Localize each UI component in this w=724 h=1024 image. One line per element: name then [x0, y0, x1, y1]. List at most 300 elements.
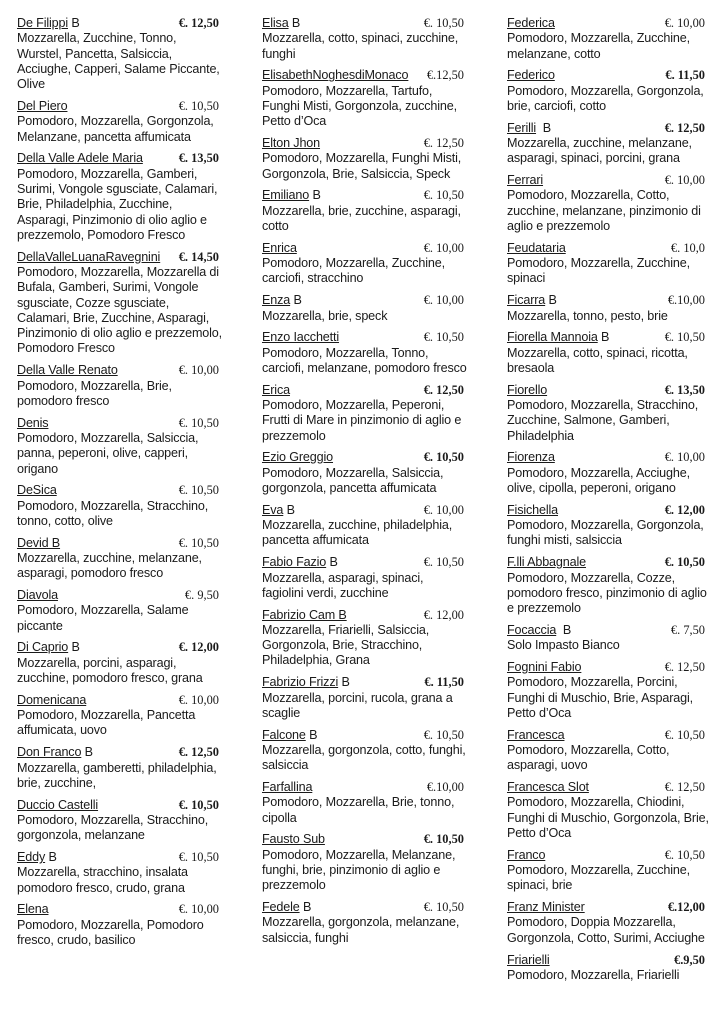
pizza-name: Della Valle Renato [17, 363, 118, 378]
menu-item-header [507, 68, 709, 83]
pizza-ingredients: Pomodoro, Mozzarella, Salsiccia, gorgonzola, pancetta affumicata [262, 465, 444, 496]
menu-item [507, 330, 709, 376]
pizza-price: €. 10,50 [423, 450, 464, 465]
pizza-ingredients: Pomodoro, Mozzarella, Salame piccante [17, 603, 189, 633]
pizza-name-wrap [507, 121, 551, 136]
pizza-name-wrap [17, 416, 48, 431]
menu-item-header [17, 745, 223, 760]
pizza-ingredients: Pomodoro, Mozzarella, Pomodoro fresco, crudo, basilico [17, 917, 204, 948]
pizza-ingredients: Pomodoro, Mozzarella, Stracchino, tonno, cotto, olive [17, 498, 209, 528]
menu-item-header [17, 798, 223, 813]
pizza-name-wrap [507, 173, 543, 188]
menu-item [262, 728, 468, 774]
pizza-ingredients: Pomodoro, Mozzarella, Gorgonzola, brie, carciofi, cotto [507, 83, 704, 113]
pizza-ingredients: Pomodoro, Mozzarella, Zucchine, spinaci [507, 256, 690, 286]
menu-column-1 [17, 16, 223, 955]
pizza-price: €. 10,50 [664, 847, 705, 862]
menu-item [507, 900, 709, 946]
menu-item-header [507, 173, 709, 188]
menu-item-header [507, 953, 709, 968]
pizza-name-wrap [17, 902, 48, 917]
pizza-name: Eva [262, 502, 284, 517]
pizza-name-wrap [17, 693, 86, 708]
pizza-name-wrap [17, 745, 93, 760]
pizza-price: €. 13,50 [178, 151, 219, 166]
menu-item-header [262, 330, 468, 345]
menu-item-header [507, 660, 709, 675]
pizza-name: Fedele [262, 900, 300, 915]
menu-item-header [507, 555, 709, 570]
pizza-ingredients: Pomodoro, Mozzarella, Zucchine, melanzane, cotto [507, 31, 690, 61]
menu-item [507, 555, 709, 616]
pizza-name-wrap [507, 660, 581, 675]
pizza-name: Ferrari [507, 173, 544, 188]
pizza-name-wrap [507, 900, 585, 915]
pizza-name: Fabrizio Cam B [262, 607, 347, 622]
menu-item-header [17, 250, 223, 265]
menu-item [17, 250, 223, 357]
menu-item-header [17, 640, 223, 655]
pizza-price: €. 14,50 [178, 249, 219, 264]
pizza-name: Federica [507, 16, 555, 30]
pizza-price: €. 12,00 [423, 607, 464, 622]
menu-column-2 [262, 16, 468, 953]
menu-item [507, 503, 709, 549]
menu-item [262, 383, 468, 444]
pizza-suffix: B [545, 293, 557, 308]
pizza-ingredients: Mozzarella, asparagi, spinaci, fagiolini verdi, zucchine [262, 570, 424, 600]
pizza-name-wrap [17, 151, 143, 166]
menu-item [262, 555, 468, 601]
pizza-price: €. 10,50 [423, 832, 464, 847]
pizza-price: €. 10,50 [423, 555, 464, 570]
pizza-name-wrap [262, 900, 311, 915]
pizza-name: Fausto Sub [262, 832, 325, 847]
pizza-name: Denis [17, 415, 49, 430]
pizza-price: €. 10,50 [178, 98, 219, 113]
pizza-price: €. 10,50 [423, 727, 464, 742]
pizza-name: Duccio Castelli [17, 797, 99, 812]
pizza-price: €. 10,50 [664, 727, 705, 742]
pizza-price: €. 10,00 [664, 450, 705, 465]
pizza-suffix: B [326, 555, 338, 570]
pizza-price: €. 10,0 [670, 240, 705, 255]
menu-item-header [17, 902, 223, 917]
pizza-price: €. 10,50 [423, 16, 464, 30]
menu-item [262, 900, 468, 946]
menu-item-header [262, 188, 468, 203]
menu-item [17, 693, 223, 739]
menu-item-header [507, 383, 709, 398]
pizza-suffix: B [45, 850, 57, 865]
pizza-name-wrap [262, 188, 321, 203]
menu-item [507, 780, 709, 841]
pizza-price: €. 12,50 [423, 382, 464, 397]
menu-item-header [507, 780, 709, 795]
pizza-suffix: B [556, 622, 572, 637]
pizza-price: €. 7,50 [670, 622, 705, 637]
pizza-price: €. 10,50 [423, 330, 464, 345]
pizza-name-wrap [262, 16, 300, 31]
pizza-suffix: B [288, 16, 301, 30]
menu-item [507, 68, 709, 114]
pizza-name: Ferilli [507, 120, 537, 135]
menu-item [507, 848, 709, 894]
menu-item-header [17, 416, 223, 431]
pizza-name-wrap [262, 330, 339, 345]
pizza-price: €. 10,00 [423, 502, 464, 517]
menu-item-header [507, 16, 709, 31]
pizza-ingredients: Mozzarella, Friarielli, Salsiccia, Gorgonzola, Brie, Stracchino, Philadelphia, Grana [262, 622, 430, 668]
menu-item [17, 416, 223, 477]
menu-item [262, 241, 468, 287]
pizza-ingredients: Mozzarella, brie, speck [262, 308, 388, 323]
pizza-price: €. 12,50 [664, 780, 705, 795]
pizza-price: €. 12,50 [664, 659, 705, 674]
menu-item [262, 16, 468, 62]
menu-item [17, 483, 223, 529]
menu-item-header [262, 900, 468, 915]
pizza-price: €. 9,50 [184, 588, 219, 603]
pizza-ingredients: Pomodoro, Doppia Mozzarella, Gorgonzola, Cotto, Surimi, Acciughe [507, 915, 705, 945]
pizza-price: €. 11,50 [665, 68, 705, 83]
menu-item-header [507, 241, 709, 256]
pizza-price: €.10,00 [667, 293, 705, 308]
pizza-name: DellaValleLuanaRavegnini [17, 249, 161, 264]
menu-item-header [262, 675, 468, 690]
pizza-price: €. 11,50 [424, 675, 464, 690]
pizza-price: €. 10,50 [178, 483, 219, 498]
pizza-name: De Filippi [17, 16, 68, 30]
pizza-ingredients: Mozzarella, cotto, spinaci, zucchine, funghi [262, 31, 459, 61]
pizza-name-wrap [262, 241, 297, 256]
menu-item [17, 640, 223, 686]
pizza-ingredients: Mozzarella, zucchine, melanzane, asparagi, spinaci, porcini, grana [507, 136, 692, 166]
pizza-ingredients: Mozzarella, Zucchine, Tonno, Wurstel, Pancetta, Salsiccia, Acciughe, Capperi, Salame Piccante, Olive [17, 31, 220, 92]
pizza-price: €. 10,50 [664, 555, 705, 570]
menu-item-header [262, 293, 468, 308]
menu-item [17, 745, 223, 791]
pizza-name-wrap [262, 555, 338, 570]
pizza-name-wrap [507, 780, 589, 795]
menu-item-header [507, 623, 709, 638]
pizza-name: Francesca [507, 727, 565, 742]
pizza-name-wrap [507, 330, 609, 345]
menu-item [262, 136, 468, 182]
pizza-ingredients: Pomodoro, Mozzarella, Brie, tonno, cipolla [262, 795, 455, 825]
pizza-name: Della Valle Adele Maria [17, 151, 143, 166]
pizza-name: Don Franco [17, 745, 82, 760]
pizza-name-wrap [262, 383, 290, 398]
pizza-name-wrap [262, 293, 302, 308]
pizza-name: Elton Jhon [262, 136, 321, 151]
pizza-suffix: B [536, 120, 551, 135]
menu-item-header [507, 503, 709, 518]
pizza-ingredients: Pomodoro, Mozzarella, Acciughe, olive, cipolla, peperoni, origano [507, 465, 690, 496]
menu-item [17, 363, 223, 409]
pizza-name: Fabio Fazio [262, 555, 327, 570]
pizza-name-wrap [17, 363, 118, 378]
pizza-ingredients: Pomodoro, Mozzarella, Friarielli [507, 967, 680, 982]
pizza-name: F.lli Abbagnale [507, 555, 586, 570]
pizza-ingredients: Mozzarella, gorgonzola, cotto, funghi, salsiccia [262, 742, 466, 773]
pizza-price: €. 10,50 [178, 535, 219, 550]
menu-item [507, 173, 709, 234]
pizza-name: Farfallina [262, 780, 313, 795]
pizza-suffix: B [305, 727, 318, 742]
menu-item [17, 850, 223, 896]
menu-item [262, 293, 468, 324]
pizza-price: €. 13,50 [664, 382, 705, 397]
pizza-price: €. 10,50 [423, 900, 464, 915]
pizza-ingredients: Pomodoro, Mozzarella, Stracchino, gorgonzola, melanzane [17, 812, 209, 843]
pizza-ingredients: Pomodoro, Mozzarella, Gorgonzola, funghi misti, salsiccia [507, 518, 704, 548]
menu-item [507, 623, 709, 654]
pizza-ingredients: Pomodoro, Mozzarella, Zucchine, spinaci, brie [507, 863, 690, 893]
menu-item-header [507, 450, 709, 465]
menu-item-header [262, 780, 468, 795]
pizza-name: ElisabethNoghesdiMonaco [262, 68, 409, 83]
pizza-name: Falcone [262, 727, 306, 742]
menu-item [507, 241, 709, 287]
pizza-ingredients: Mozzarella, stracchino, insalata pomodoro fresco, crudo, grana [17, 865, 188, 895]
menu-item [262, 608, 468, 669]
menu-item-header [17, 483, 223, 498]
pizza-suffix: B [597, 330, 610, 345]
pizza-name-wrap [17, 250, 160, 265]
pizza-price: €. 10,00 [664, 16, 705, 30]
menu-item [17, 99, 223, 145]
menu-item-header [262, 68, 468, 83]
pizza-name: Devid B [17, 535, 61, 550]
pizza-name-wrap [17, 588, 58, 603]
pizza-price: €. 10,00 [423, 293, 464, 308]
pizza-price: €. 10,00 [664, 173, 705, 188]
pizza-name: Di Caprio [17, 640, 69, 655]
menu-item-header [262, 450, 468, 465]
menu-item-header [17, 99, 223, 114]
pizza-ingredients: Mozzarella, brie, zucchine, asparagi, cotto [262, 203, 461, 234]
pizza-ingredients: Pomodoro, Mozzarella, Gorgonzola, Melanzane, pancetta affumicata [17, 114, 214, 144]
pizza-suffix: B [309, 188, 321, 203]
pizza-name: Del Piero [17, 98, 68, 113]
pizza-ingredients: Pomodoro, Mozzarella, Cozze, pomodoro fresco, pinzimonio di aglio e prezzemolo [507, 570, 707, 616]
pizza-suffix: B [338, 675, 350, 690]
pizza-name: Feudataria [507, 240, 566, 255]
pizza-name-wrap [17, 640, 80, 655]
menu-item-header [262, 383, 468, 398]
pizza-ingredients: Pomodoro, Mozzarella, Zucchine, carciofi, stracchino [262, 256, 445, 286]
pizza-name-wrap [507, 503, 558, 518]
pizza-name: Elisa [262, 16, 289, 30]
pizza-ingredients: Pomodoro, Mozzarella, Cotto, asparagi, uovo [507, 742, 670, 773]
menu-item-header [507, 900, 709, 915]
menu-item [262, 330, 468, 376]
pizza-name: Elena [17, 902, 49, 917]
pizza-price: €. 10,00 [178, 692, 219, 707]
pizza-name-wrap [507, 68, 555, 83]
pizza-name-wrap [507, 555, 586, 570]
pizza-ingredients: Pomodoro, Mozzarella, Funghi Misti, Gorgonzola, Brie, Salsiccia, Speck [262, 151, 462, 181]
menu-item [262, 450, 468, 496]
pizza-name: Eddy [17, 850, 46, 865]
pizza-ingredients: Mozzarella, gorgonzola, melanzane, salsiccia, funghi [262, 915, 460, 945]
menu-item-header [262, 608, 468, 623]
pizza-name-wrap [17, 99, 67, 114]
menu-item [507, 660, 709, 721]
pizza-name: Fognini Fabio [507, 659, 582, 674]
pizza-name-wrap [507, 953, 550, 968]
menu-item-header [17, 151, 223, 166]
menu-item [262, 832, 468, 893]
pizza-name: Emiliano [262, 188, 310, 203]
menu-item-header [507, 330, 709, 345]
menu-item-header [262, 241, 468, 256]
menu-item-header [262, 728, 468, 743]
menu-item [262, 188, 468, 234]
pizza-ingredients: Pomodoro, Mozzarella, Melanzane, funghi, brie, pinzimonio di aglio e prezzemolo [262, 847, 456, 893]
menu-item-header [17, 588, 223, 603]
pizza-name: Ezio Greggio [262, 450, 334, 465]
menu-item [507, 16, 709, 62]
pizza-ingredients: Mozzarella, gamberetti, philadelphia, brie, zucchine, [17, 760, 217, 790]
menu-item [17, 536, 223, 582]
pizza-ingredients: Pomodoro, Mozzarella, Porcini, Funghi di Muschio, Brie, Asparagi, Petto d’Oca [507, 675, 694, 720]
pizza-name-wrap [507, 848, 545, 863]
pizza-name: Domenicana [17, 692, 87, 707]
pizza-name-wrap [262, 503, 295, 518]
pizza-name: Diavola [17, 588, 58, 603]
pizza-name: Francesca Slot [507, 780, 589, 795]
pizza-price: €. 10,00 [178, 363, 219, 378]
menu-item-header [262, 832, 468, 847]
pizza-price: €. 12,00 [664, 502, 705, 517]
pizza-price: €.10,00 [426, 780, 464, 795]
menu-item [17, 151, 223, 243]
pizza-name-wrap [507, 241, 566, 256]
menu-item-header [507, 728, 709, 743]
menu-item-header [507, 121, 709, 136]
pizza-ingredients: Mozzarella, porcini, rucola, grana a scaglie [262, 690, 453, 720]
menu-item [262, 675, 468, 721]
pizza-name: Enzo Iacchetti [262, 330, 340, 345]
pizza-name-wrap [262, 728, 317, 743]
pizza-ingredients: Pomodoro, Mozzarella, Pancetta affumicata, uovo [17, 708, 196, 738]
pizza-suffix: B [299, 900, 312, 915]
pizza-name-wrap [262, 675, 350, 690]
menu-item [262, 503, 468, 549]
pizza-name: Friarielli [507, 952, 550, 967]
menu-item-header [17, 536, 223, 551]
pizza-name-wrap [262, 832, 325, 847]
pizza-ingredients: Pomodoro, Mozzarella, Tartufo, Funghi Misti, Gorgonzola, zucchine, Petto d’Oca [262, 83, 457, 129]
menu-item [507, 953, 709, 984]
pizza-name-wrap [17, 483, 57, 498]
pizza-ingredients: Solo Impasto Bianco [507, 638, 620, 653]
pizza-ingredients: Mozzarella, tonno, pesto, brie [507, 308, 668, 323]
pizza-name-wrap [507, 728, 564, 743]
pizza-name: Fiorenza [507, 450, 555, 465]
pizza-name: Fiorella Mannoia [507, 330, 598, 345]
pizza-ingredients: Pomodoro, Mozzarella, Salsiccia, panna, peperoni, olive, capperi, origano [17, 430, 199, 476]
menu-item [262, 68, 468, 129]
menu-item [507, 121, 709, 167]
pizza-name: Fisichella [507, 502, 558, 517]
pizza-name-wrap [507, 16, 555, 31]
pizza-ingredients: Pomodoro, Mozzarella, Peperoni, Frutti di Mare in pinzimonio di aglio e prezzemolo [262, 398, 462, 443]
pizza-price: €. 10,50 [664, 330, 705, 345]
pizza-name-wrap [262, 608, 347, 623]
pizza-price: €. 10,50 [178, 797, 219, 812]
pizza-ingredients: Pomodoro, Mozzarella, Cotto, zucchine, melanzane, pinzimonio di aglio e prezzemolo [507, 188, 701, 234]
pizza-price: €. 12,50 [178, 16, 219, 30]
menu-item-header [17, 16, 223, 31]
pizza-price: €.9,50 [674, 952, 705, 967]
pizza-price: €. 12,50 [423, 136, 464, 151]
pizza-name-wrap [17, 850, 57, 865]
pizza-price: €. 10,00 [178, 902, 219, 917]
pizza-name-wrap [262, 136, 320, 151]
pizza-price: €. 10,50 [178, 415, 219, 430]
pizza-name-wrap [507, 383, 547, 398]
menu-item [507, 293, 709, 324]
menu-column-3 [507, 16, 709, 990]
pizza-name-wrap [17, 536, 60, 551]
pizza-name-wrap [17, 798, 98, 813]
pizza-name-wrap [262, 450, 333, 465]
pizza-suffix: B [290, 293, 302, 308]
menu-item [507, 383, 709, 444]
pizza-price: €.12,00 [667, 900, 705, 915]
pizza-name: Fiorello [507, 382, 548, 397]
pizza-ingredients: Pomodoro, Mozzarella, Chiodini, Funghi di Muschio, Gorgonzola, Brie, Petto d’Oca [507, 795, 709, 840]
pizza-suffix: B [81, 745, 93, 760]
pizza-name: Ficarra [507, 293, 546, 308]
pizza-suffix: B [283, 502, 295, 517]
pizza-suffix: B [68, 640, 80, 655]
pizza-name: Federico [507, 68, 555, 83]
menu-item [507, 728, 709, 774]
pizza-ingredients: Pomodoro, Mozzarella, Mozzarella di Bufala, Gamberi, Surimi, Vongole sgusciate, Cozze sgusciate, Calamari, Brie, Zucchine, Asparagi, Pinzimonio di olio aglio e prezzemolo, Pomodoro Fresco [17, 264, 223, 356]
pizza-name-wrap [507, 450, 555, 465]
pizza-price: €. 10,00 [423, 240, 464, 255]
pizza-name-wrap [262, 68, 408, 83]
pizza-name: Focaccia [507, 622, 557, 637]
pizza-price: €. 12,50 [664, 120, 705, 135]
pizza-name: Erica [262, 382, 290, 397]
menu-item [507, 450, 709, 496]
pizza-price: €.12,50 [426, 68, 464, 83]
menu-item-header [262, 503, 468, 518]
pizza-name: Fabrizio Frizzi [262, 675, 339, 690]
menu-item [262, 780, 468, 826]
menu-item-header [17, 693, 223, 708]
menu-item-header [507, 293, 709, 308]
pizza-ingredients: Pomodoro, Mozzarella, Gamberi, Surimi, Vongole sgusciate, Calamari, Brie, Philadelphia, Zucchine, Asparagi, Pinzimonio di olio aglio e prezzemolo, Pomodoro Fresco [17, 166, 218, 242]
pizza-name-wrap [507, 623, 571, 638]
pizza-name: Enza [262, 293, 291, 308]
pizza-name-wrap [17, 16, 80, 31]
pizza-ingredients: Mozzarella, zucchine, melanzane, asparagi, pomodoro fresco [17, 551, 202, 581]
menu-item-header [17, 850, 223, 865]
menu-item-header [17, 363, 223, 378]
menu-item [17, 16, 223, 92]
pizza-price: €. 12,00 [178, 640, 219, 655]
menu-item-header [507, 848, 709, 863]
pizza-name: Franco [507, 847, 546, 862]
menu-item-header [262, 16, 468, 31]
pizza-ingredients: Mozzarella, zucchine, philadelphia, pancetta affumicata [262, 518, 453, 548]
